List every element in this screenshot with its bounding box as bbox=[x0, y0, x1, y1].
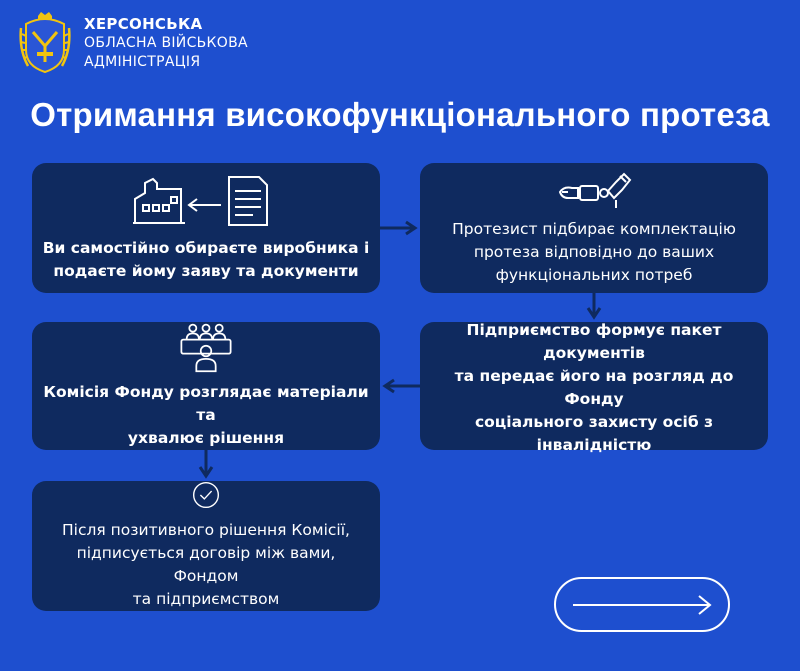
step-3-line-2: ухвалює рішення bbox=[127, 429, 285, 447]
org-line-1: ХЕРСОНСЬКА bbox=[84, 15, 203, 33]
org-line-2: ОБЛАСНА ВІЙСЬКОВА bbox=[84, 35, 248, 51]
step-card-3 bbox=[32, 322, 380, 450]
step-3-text bbox=[42, 381, 370, 450]
arrow-right-icon bbox=[571, 593, 713, 617]
step-4-line-1: Підприємство формує пакет документів bbox=[466, 321, 722, 362]
step-5-line-1: Після позитивного рішення Комісії, bbox=[62, 521, 350, 539]
commission-icon bbox=[175, 322, 237, 373]
step-5-line-2: підписується договір між вами, Фондом bbox=[76, 544, 336, 585]
step-card-1 bbox=[32, 163, 380, 293]
step-4-line-3: соціального захисту осіб з інвалідністю bbox=[474, 413, 714, 454]
step-3-line-1: Комісія Фонду розглядає матеріали та bbox=[43, 383, 369, 424]
org-line-3: АДМІНІСТРАЦІЯ bbox=[84, 54, 201, 70]
step-2-text bbox=[452, 218, 736, 287]
kherson-coat-of-arms-icon bbox=[18, 10, 72, 76]
step-4-line-2: та передає його на розгляд до Фонду bbox=[454, 367, 734, 408]
step-4-text bbox=[430, 319, 758, 457]
step-1-line-2: подаєте йому заяву та документи bbox=[53, 262, 359, 280]
step-card-2 bbox=[420, 163, 768, 293]
step-5-line-3: та підприємством bbox=[132, 590, 280, 608]
step-2-line-3: функціональних потреб bbox=[495, 265, 693, 284]
step-1-line-1: Ви самостійно обираєте виробника і bbox=[42, 239, 370, 257]
step-card-4 bbox=[420, 321, 768, 454]
step-card-5 bbox=[32, 481, 380, 611]
check-circle-icon bbox=[181, 481, 231, 509]
next-button[interactable] bbox=[554, 577, 730, 632]
page-title: Отримання високофункціонального протеза bbox=[30, 96, 770, 133]
step-2-line-2: протеза відповідно до ваших bbox=[473, 242, 715, 261]
header bbox=[18, 10, 248, 76]
factory-document-icon bbox=[131, 173, 281, 227]
step-5-text bbox=[42, 519, 370, 611]
organization-name bbox=[84, 14, 248, 72]
step-1-text bbox=[43, 237, 370, 283]
step-2-line-1: Протезист підбирає комплектацію bbox=[452, 219, 736, 238]
prosthetic-arm-icon bbox=[554, 170, 634, 212]
